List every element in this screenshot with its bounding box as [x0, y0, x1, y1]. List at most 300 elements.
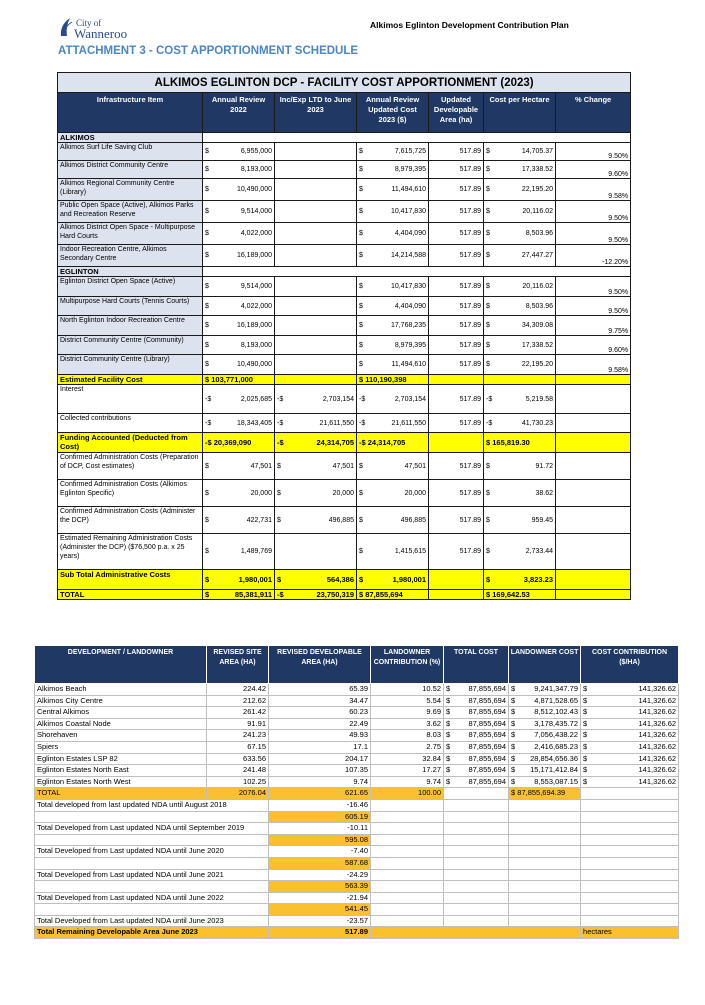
development-name: Central Alkimos: [35, 707, 207, 719]
amount: [287, 355, 357, 375]
currency: $: [509, 718, 519, 730]
pct-change: 9.60%: [556, 336, 631, 355]
facility-row: [58, 480, 631, 507]
currency: $: [357, 480, 369, 507]
contribution-pct: 10.52: [371, 684, 444, 696]
development-name: Eglinton Estates LSP 82: [35, 753, 207, 765]
amount: 20,000: [287, 480, 357, 507]
amount: 20,000: [215, 480, 275, 507]
currency: $: [357, 355, 369, 375]
currency: $: [484, 223, 496, 245]
currency: $: [509, 741, 519, 753]
currency: $: [203, 201, 215, 223]
currency: $: [581, 707, 591, 719]
developable-area: 517.89: [429, 385, 484, 414]
contribution-pct: 100.00: [371, 788, 444, 800]
currency: $: [484, 179, 496, 201]
total-cost: 87,855,694: [454, 741, 509, 753]
site-area: 633.56: [207, 753, 269, 765]
site-area: 241.48: [207, 765, 269, 777]
infrastructure-item: District Community Centre (Library): [58, 355, 203, 375]
pct-change: [556, 453, 631, 480]
adjustment-label: Total Developed from Last updated NDA until June 2022: [35, 892, 269, 904]
landowner-table: [34, 645, 679, 939]
col-header-pct-change: % Change: [556, 93, 631, 133]
col-header-dev-area: REVISED DEVELOPABLE AREA (HA): [269, 646, 371, 684]
value: $ 87,855,694: [357, 590, 429, 600]
value: $ 110,190,398: [357, 375, 429, 385]
cost-contribution: 141,326.62: [591, 718, 679, 730]
currency: $: [509, 695, 519, 707]
pct-change: 9.50%: [556, 223, 631, 245]
amount: 17,768,235: [369, 316, 429, 336]
infrastructure-item: Alkimos Surf Life Saving Club: [58, 143, 203, 161]
infrastructure-item: Estimated Remaining Administration Costs (Administer the DCP) ($76,500 p.a. x 25 years): [58, 534, 203, 570]
balance-value: 541.45: [269, 904, 371, 916]
amount: 47,501: [287, 453, 357, 480]
amount: 9,514,000: [215, 201, 275, 223]
amount: 4,022,000: [215, 297, 275, 316]
amount: 8,979,395: [369, 161, 429, 179]
value: 1,980,001: [369, 570, 429, 590]
currency: $: [484, 534, 496, 570]
total-cost: 87,855,694: [454, 753, 509, 765]
developable-area: 517.89: [429, 245, 484, 267]
development-name: Shorehaven: [35, 730, 207, 742]
currency: $: [203, 590, 215, 600]
currency: $: [581, 695, 591, 707]
facility-table-title: ALKIMOS EGLINTON DCP - FACILITY COST APPORTIONMENT (2023): [58, 73, 631, 93]
attachment-title: ATTACHMENT 3 - COST APPORTIONMENT SCHEDULE: [58, 45, 359, 57]
currency: $: [581, 684, 591, 696]
developable-area: 65.39: [269, 684, 371, 696]
amount: [287, 201, 357, 223]
currency: -$: [275, 433, 287, 453]
landowner-row: [35, 707, 679, 719]
contribution-pct: 5.54: [371, 695, 444, 707]
currency: $: [275, 453, 287, 480]
col-header-incexp: Inc/Exp LTD to June 2023: [275, 93, 357, 133]
facility-row: [58, 161, 631, 179]
contribution-pct: 3.62: [371, 718, 444, 730]
currency: $: [484, 297, 496, 316]
adjustment-row: [35, 823, 679, 835]
currency: $: [484, 277, 496, 297]
site-area: 261.42: [207, 707, 269, 719]
interest-rows: [58, 385, 631, 433]
logo-text-small: City of: [76, 18, 102, 28]
amount: 1,489,769: [215, 534, 275, 570]
amount: 14,214,588: [369, 245, 429, 267]
landowner-cost: 15,171,412.84: [519, 765, 581, 777]
facility-row: [58, 143, 631, 161]
infrastructure-item: Public Open Space (Active), Alkimos Parks and Recreation Reserve: [58, 201, 203, 223]
currency: $: [357, 161, 369, 179]
currency: $: [444, 765, 454, 777]
development-name: Spiers: [35, 741, 207, 753]
currency: -$: [275, 385, 287, 414]
facility-row: [58, 297, 631, 316]
cost-per-hectare: 38.62: [496, 480, 556, 507]
pct-change: 9.50%: [556, 297, 631, 316]
city-emblem-icon: [58, 16, 74, 38]
cost-per-hectare: 20,116.02: [496, 201, 556, 223]
currency: $: [484, 355, 496, 375]
amount: 9,514,000: [215, 277, 275, 297]
landowner-header-row: [35, 646, 679, 684]
facility-row: [58, 336, 631, 355]
col-header-item: Infrastructure Item: [58, 93, 203, 133]
amount: 47,501: [369, 453, 429, 480]
adjustment-value: -10.11: [269, 823, 371, 835]
infrastructure-item: Indoor Recreation Centre, Alkimos Secondary Centre: [58, 245, 203, 267]
adjustment-label: Total Developed from Last updated NDA until June 2023: [35, 915, 269, 927]
amount: 496,885: [369, 507, 429, 534]
cost-per-hectare: 27,447.27: [496, 245, 556, 267]
value: -$ 20,369,090: [203, 433, 275, 453]
amount: 7,615,725: [369, 143, 429, 161]
currency: [275, 245, 287, 267]
col-header-area: Updated Developable Area (ha): [429, 93, 484, 133]
currency: $: [203, 480, 215, 507]
developable-area: 517.89: [429, 201, 484, 223]
infrastructure-item: Alkimos District Community Centre: [58, 161, 203, 179]
currency: [275, 355, 287, 375]
facility-row: [58, 534, 631, 570]
amount: 16,189,000: [215, 245, 275, 267]
amount: 21,611,550: [287, 414, 357, 433]
currency: -$: [357, 414, 369, 433]
development-name: Alkimos City Centre: [35, 695, 207, 707]
development-name: Eglinton Estates North West: [35, 776, 207, 788]
landowner-row: [35, 753, 679, 765]
amount: 2,025,685: [215, 385, 275, 414]
contribution-pct: 17.27: [371, 765, 444, 777]
cost-per-hectare: 5,219.58: [496, 385, 556, 414]
landowner-row: [35, 776, 679, 788]
landowner-cost: 7,056,438.22: [519, 730, 581, 742]
developable-area: 517.89: [429, 507, 484, 534]
total-cost: 87,855,694: [454, 776, 509, 788]
final-unit: hectares: [581, 927, 679, 939]
amount: 11,494,610: [369, 355, 429, 375]
currency: $: [203, 179, 215, 201]
currency: $: [581, 753, 591, 765]
adjustment-value: -23.57: [269, 915, 371, 927]
currency: -$: [357, 385, 369, 414]
facility-row: [58, 385, 631, 414]
currency: [275, 336, 287, 355]
infrastructure-item: Alkimos District Open Space - Multipurpose Hard Courts: [58, 223, 203, 245]
landowner-cost: 8,553,087.15: [519, 776, 581, 788]
total-cost: 87,855,694: [454, 765, 509, 777]
currency: $: [203, 534, 215, 570]
facility-row: [58, 453, 631, 480]
col-header-review-2022: Annual Review 2022: [203, 93, 275, 133]
alkimos-rows: [58, 143, 631, 267]
cost-contribution: 141,326.62: [591, 695, 679, 707]
adjustment-value: -7.40: [269, 846, 371, 858]
amount: 4,022,000: [215, 223, 275, 245]
cost-per-hectare: 20,116.02: [496, 277, 556, 297]
cost-contribution: 141,326.62: [591, 707, 679, 719]
cost-per-hectare: 959.45: [496, 507, 556, 534]
estimated-facility-cost-row: [58, 375, 631, 385]
value: 3,823.23: [496, 570, 556, 590]
currency: $: [275, 507, 287, 534]
value: 85,381,911: [215, 590, 275, 600]
balance-value: 587.68: [269, 857, 371, 869]
col-header-site-area: REVISED SITE AREA (HA): [207, 646, 269, 684]
amount: 20,000: [369, 480, 429, 507]
currency: $: [484, 245, 496, 267]
adjustment-row: [35, 846, 679, 858]
col-header-updated-cost: Annual Review Updated Cost 2023 ($): [357, 93, 429, 133]
final-label: Total Remaining Developable Area June 2023: [35, 927, 269, 939]
developable-area: 517.89: [429, 480, 484, 507]
currency: [275, 201, 287, 223]
cost-per-hectare: 34,309.08: [496, 316, 556, 336]
pct-change: [556, 414, 631, 433]
contribution-pct: 9.69: [371, 707, 444, 719]
contribution-pct: 9.74: [371, 776, 444, 788]
amount: [287, 277, 357, 297]
amount: [287, 297, 357, 316]
contribution-pct: 2.75: [371, 741, 444, 753]
adjustment-row: [35, 915, 679, 927]
currency: $: [357, 534, 369, 570]
currency: $: [509, 684, 519, 696]
balance-row: [35, 881, 679, 893]
currency: $: [357, 179, 369, 201]
col-header-rate: COST CONTRIBUTION ($/HA): [581, 646, 679, 684]
currency: $: [203, 316, 215, 336]
amount: 422,731: [215, 507, 275, 534]
cost-contribution: 141,326.62: [591, 753, 679, 765]
logo-text-big: Wanneroo: [74, 26, 128, 41]
currency: $: [203, 507, 215, 534]
adjustment-label: Total Developed from Last updated NDA until June 2021: [35, 869, 269, 881]
cost-per-hectare: 22,195.20: [496, 179, 556, 201]
amount: 10,417,830: [369, 201, 429, 223]
site-area: 102.25: [207, 776, 269, 788]
currency: $: [581, 741, 591, 753]
pct-change: 9.75%: [556, 316, 631, 336]
landowner-cost: 28,854,656.36: [519, 753, 581, 765]
cost-per-hectare: 2,733.44: [496, 534, 556, 570]
infrastructure-item: Collected contributions: [58, 414, 203, 433]
facility-row: [58, 316, 631, 336]
balance-value: 605.19: [269, 811, 371, 823]
cost-contribution: 141,326.62: [591, 776, 679, 788]
currency: -$: [484, 385, 496, 414]
landowner-total-row: [35, 788, 679, 800]
col-header-landowner-cost: LANDOWNER COST: [509, 646, 581, 684]
cost-per-hectare: 41,730.23: [496, 414, 556, 433]
developable-area: 17.1: [269, 741, 371, 753]
section-label: ALKIMOS: [58, 133, 203, 143]
currency: $: [444, 707, 454, 719]
document-title: Alkimos Eglinton Development Contribution Plan: [370, 20, 569, 30]
amount: 10,490,000: [215, 355, 275, 375]
facility-row: [58, 201, 631, 223]
currency: $: [357, 507, 369, 534]
facility-row: [58, 179, 631, 201]
currency: [275, 297, 287, 316]
amount: [287, 245, 357, 267]
developable-area: 49.93: [269, 730, 371, 742]
currency: $: [484, 570, 496, 590]
development-name: Alkimos Beach: [35, 684, 207, 696]
currency: $: [275, 480, 287, 507]
currency: [275, 161, 287, 179]
total-label: TOTAL: [35, 788, 207, 800]
developable-area: 517.89: [429, 534, 484, 570]
site-area: 212.62: [207, 695, 269, 707]
balance-row: [35, 811, 679, 823]
developable-area: 517.89: [429, 453, 484, 480]
balance-row: [35, 904, 679, 916]
landowner-row: [35, 741, 679, 753]
amount: 8,193,000: [215, 336, 275, 355]
col-header-cost-per-ha: Cost per Hectare: [484, 93, 556, 133]
pct-change: [556, 480, 631, 507]
contribution-pct: 8.03: [371, 730, 444, 742]
cost-per-hectare: 17,338.52: [496, 336, 556, 355]
amount: [287, 316, 357, 336]
balance-value: 595.08: [269, 834, 371, 846]
amount: 21,611,550: [369, 414, 429, 433]
total-cost: 87,855,694: [454, 718, 509, 730]
pct-change: 9.50%: [556, 201, 631, 223]
currency: $: [509, 707, 519, 719]
value: $ 165,819.30: [484, 433, 556, 453]
site-area: 67.15: [207, 741, 269, 753]
facility-row: [58, 223, 631, 245]
developable-area: 517.89: [429, 414, 484, 433]
currency: $: [203, 570, 215, 590]
developable-area: 34.47: [269, 695, 371, 707]
contribution-pct: 32.84: [371, 753, 444, 765]
section-label: EGLINTON: [58, 267, 203, 277]
currency: $: [509, 765, 519, 777]
currency: $: [203, 355, 215, 375]
amount: 16,189,000: [215, 316, 275, 336]
currency: [275, 223, 287, 245]
developable-area: 60.23: [269, 707, 371, 719]
facility-row: [58, 507, 631, 534]
landowner-cost: 4,871,528.65: [519, 695, 581, 707]
currency: $: [357, 336, 369, 355]
currency: $: [581, 776, 591, 788]
infrastructure-item: Confirmed Administration Costs (Alkimos Eglinton Specific): [58, 480, 203, 507]
infrastructure-item: Confirmed Administration Costs (Administer the DCP): [58, 507, 203, 534]
facility-header-row: [58, 93, 631, 133]
currency: $: [444, 730, 454, 742]
cost-per-hectare: 17,338.52: [496, 161, 556, 179]
currency: [275, 534, 287, 570]
currency: $: [581, 730, 591, 742]
landowner-row: [35, 765, 679, 777]
final-row: [35, 927, 679, 939]
adjustment-row: [35, 799, 679, 811]
row-label: Estimated Facility Cost: [58, 375, 203, 385]
pct-change: 9.50%: [556, 143, 631, 161]
pct-change: -12.20%: [556, 245, 631, 267]
cost-contribution: 141,326.62: [591, 765, 679, 777]
developable-area: 517.89: [429, 143, 484, 161]
total-cost: 87,855,694: [454, 730, 509, 742]
adjustment-value: -21.94: [269, 892, 371, 904]
currency: $: [484, 507, 496, 534]
currency: $: [509, 753, 519, 765]
row-label: Sub Total Administrative Costs: [58, 570, 203, 590]
total-row: [58, 590, 631, 600]
infrastructure-item: Eglinton District Open Space (Active): [58, 277, 203, 297]
cost-contribution: 141,326.62: [591, 741, 679, 753]
balance-row: [35, 857, 679, 869]
adjustment-value: -16.46: [269, 799, 371, 811]
currency: $: [581, 765, 591, 777]
currency: $: [484, 453, 496, 480]
row-label: Funding Accounted (Deducted from Cost): [58, 433, 203, 453]
currency: $: [203, 223, 215, 245]
amount: [287, 223, 357, 245]
cost-per-hectare: 14,705.37: [496, 143, 556, 161]
developable-area: 107.35: [269, 765, 371, 777]
site-area: 224.42: [207, 684, 269, 696]
landowner-cost: 2,416,685.23: [519, 741, 581, 753]
currency: -$: [203, 414, 215, 433]
pct-change: 9.58%: [556, 179, 631, 201]
currency: $: [203, 297, 215, 316]
pct-change: 9.58%: [556, 355, 631, 375]
value: 24,314,705: [287, 433, 357, 453]
cost-per-hectare: 22,195.20: [496, 355, 556, 375]
cost-per-hectare: 8,503.96: [496, 297, 556, 316]
currency: $: [357, 223, 369, 245]
pct-change: [556, 534, 631, 570]
value: 1,980,001: [215, 570, 275, 590]
amount: 11,494,610: [369, 179, 429, 201]
currency: $: [444, 753, 454, 765]
amount: 2,703,154: [369, 385, 429, 414]
currency: $: [357, 201, 369, 223]
infrastructure-item: District Community Centre (Community): [58, 336, 203, 355]
total-cost: 87,855,694: [454, 684, 509, 696]
site-area: 2076.04: [207, 788, 269, 800]
developable-area: 204.17: [269, 753, 371, 765]
value: $ 169,642.53: [484, 590, 556, 600]
amount: 4,404,090: [369, 297, 429, 316]
landowner-row: [35, 730, 679, 742]
currency: $: [203, 277, 215, 297]
pct-change: [556, 385, 631, 414]
developable-area: 517.89: [429, 161, 484, 179]
site-area: 91.91: [207, 718, 269, 730]
pct-change: [556, 507, 631, 534]
total-cost: 87,855,694: [454, 707, 509, 719]
amount: [287, 534, 357, 570]
pct-change: 9.60%: [556, 161, 631, 179]
col-header-total-cost: TOTAL COST: [444, 646, 509, 684]
value: 23,750,319: [287, 590, 357, 600]
amount: [287, 336, 357, 355]
currency: $: [444, 741, 454, 753]
amount: 18,343,405: [215, 414, 275, 433]
amount: 47,501: [215, 453, 275, 480]
admin-rows: [58, 453, 631, 570]
